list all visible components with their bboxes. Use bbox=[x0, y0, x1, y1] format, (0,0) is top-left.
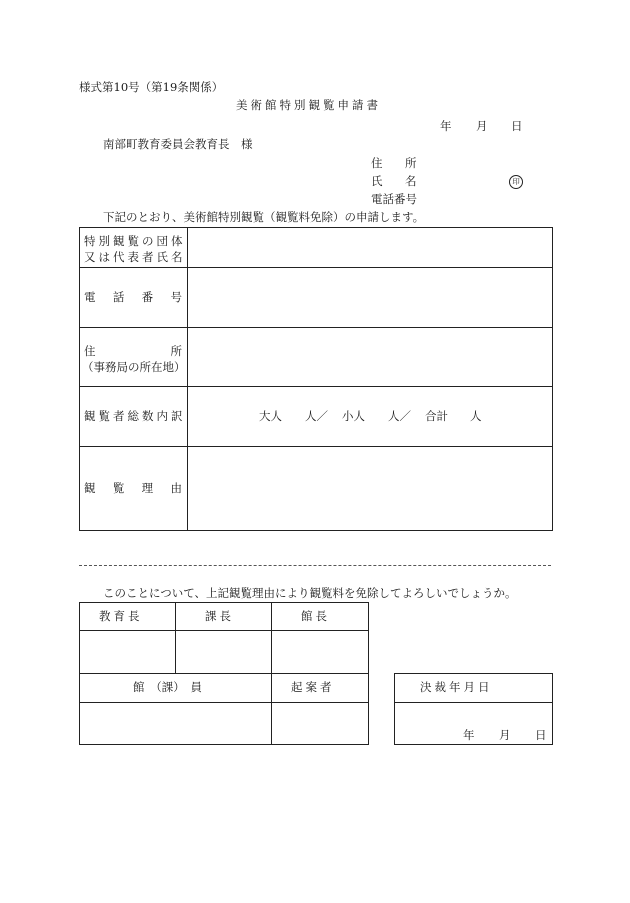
adult-unit: 人／ bbox=[305, 409, 328, 423]
applicant-name-label-1: 氏 bbox=[371, 174, 383, 188]
staff-header: 館 （課） 員 bbox=[133, 680, 202, 694]
date-month-label: 月 bbox=[476, 119, 488, 133]
cut-line bbox=[79, 565, 551, 566]
total-unit: 人 bbox=[470, 409, 482, 423]
address-field[interactable] bbox=[189, 329, 549, 384]
applicant-address-label-1: 住 bbox=[371, 156, 383, 170]
addressee: 南部町教育委員会教育長 様 bbox=[103, 137, 253, 151]
adult-label: 大人 bbox=[259, 409, 282, 423]
stamp-table-divider bbox=[271, 602, 272, 744]
section-chief-header: 課長 bbox=[205, 609, 234, 623]
visitor-breakdown-label: 観覧者総数内訳 bbox=[84, 409, 186, 423]
seal-mark: 印 bbox=[509, 175, 523, 189]
applicant-address-label-2: 所 bbox=[405, 156, 417, 170]
table-row-divider bbox=[79, 267, 552, 268]
drafter-stamp-field[interactable] bbox=[273, 704, 365, 741]
decision-date-field[interactable] bbox=[396, 704, 549, 728]
decision-date-header: 決裁年月日 bbox=[420, 680, 493, 694]
page-title: 美術館特別観覧申請書 bbox=[236, 98, 381, 112]
table-column-divider bbox=[187, 227, 188, 530]
applicant-phone-label: 電話番号 bbox=[371, 192, 417, 206]
phone-number-label bbox=[84, 292, 182, 304]
applicant-name-label-2: 名 bbox=[405, 174, 417, 188]
director-header: 館長 bbox=[301, 609, 330, 623]
stamp-table-divider bbox=[79, 673, 368, 674]
decision-day-label: 日 bbox=[535, 728, 547, 742]
decision-month-label: 月 bbox=[499, 728, 511, 742]
stamp-table-divider bbox=[175, 602, 176, 673]
section-chief-stamp-field[interactable] bbox=[177, 632, 269, 671]
address-label-char: 住 bbox=[84, 344, 96, 358]
viewing-reason-label bbox=[84, 483, 182, 495]
decision-table-divider bbox=[394, 702, 552, 703]
total-label: 合計 bbox=[425, 409, 448, 423]
table-row-divider bbox=[79, 327, 552, 328]
viewing-reason-label-char: 観 bbox=[84, 481, 96, 495]
approval-text: このことについて、上記観覧理由により観覧料を免除してよろしいでしょうか。 bbox=[103, 586, 517, 600]
phone-number-label-char: 番 bbox=[141, 290, 154, 304]
phone-number-label-char: 話 bbox=[112, 290, 125, 304]
director-stamp-field[interactable] bbox=[273, 632, 365, 671]
date-year-label: 年 bbox=[440, 119, 452, 133]
child-label: 小人 bbox=[342, 409, 365, 423]
intro-text: 下記のとおり、美術館特別観覧（観覧料免除）の申請します。 bbox=[103, 210, 425, 224]
stamp-table-divider bbox=[79, 702, 368, 703]
group-name-field[interactable] bbox=[189, 229, 549, 265]
date-day-label: 日 bbox=[511, 119, 523, 133]
group-name-label-line2: 又は代表者氏名 bbox=[84, 250, 186, 264]
form-number: 様式第10号（第19条関係） bbox=[79, 80, 224, 94]
viewing-reason-label-char: 理 bbox=[141, 481, 154, 495]
stamp-table-divider bbox=[79, 630, 368, 631]
viewing-reason-field[interactable] bbox=[189, 448, 549, 527]
superintendent-stamp-field[interactable] bbox=[81, 632, 173, 671]
table-row-divider bbox=[79, 386, 552, 387]
superintendent-header: 教育長 bbox=[99, 609, 143, 623]
viewing-reason-label-char: 覧 bbox=[112, 481, 125, 495]
decision-year-label: 年 bbox=[463, 728, 475, 742]
phone-number-label-char: 電 bbox=[84, 290, 96, 304]
viewing-reason-label-char: 由 bbox=[170, 481, 182, 495]
address-label-line2: （事務局の所在地） bbox=[82, 360, 186, 374]
address-label-line1 bbox=[84, 346, 182, 358]
phone-number-label-char: 号 bbox=[170, 290, 182, 304]
child-unit: 人／ bbox=[388, 409, 411, 423]
address-label-char: 所 bbox=[170, 344, 182, 358]
group-name-label-line1: 特別観覧の団体 bbox=[84, 234, 186, 248]
phone-number-field[interactable] bbox=[189, 269, 549, 325]
drafter-header: 起案者 bbox=[291, 680, 335, 694]
table-row-divider bbox=[79, 446, 552, 447]
staff-stamp-field[interactable] bbox=[81, 704, 269, 741]
